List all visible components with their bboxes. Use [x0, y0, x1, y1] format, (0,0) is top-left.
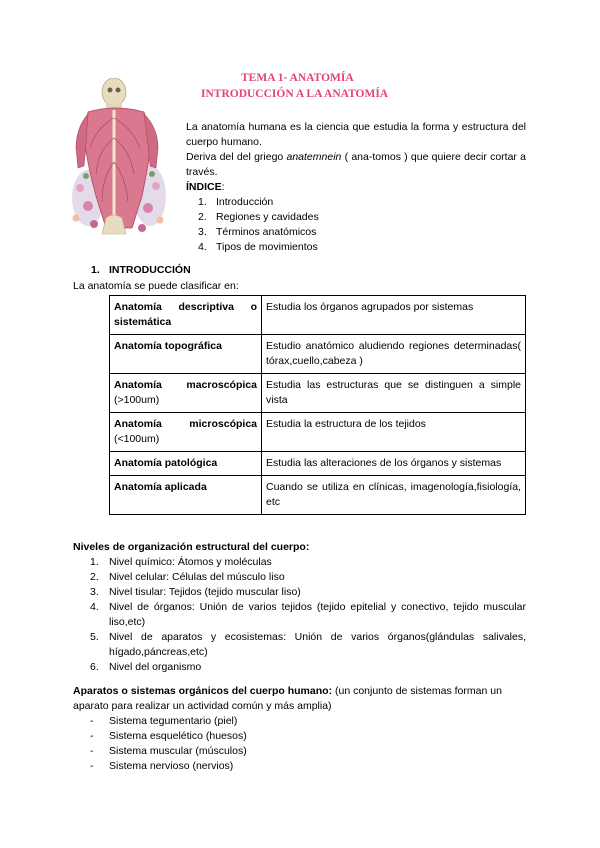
etymology-text-end: ( ana-tomos ) que quiere decir cortar a través. [186, 151, 526, 178]
systems-list [73, 714, 526, 774]
table-cell-desc: Estudia las estructuras que se distinguen a simple vista [262, 374, 526, 413]
anatomy-type: Anatomía macroscópica [114, 379, 257, 391]
classification-table [109, 295, 526, 515]
document-title: TEMA 1- ANATOMÍA [241, 72, 354, 84]
table-row [110, 374, 526, 413]
list-item [73, 714, 526, 729]
document-subtitle: INTRODUCCIÓN A LA ANATOMÍA [201, 88, 389, 100]
index-label: ÍNDICE [186, 181, 222, 193]
index-list [186, 195, 526, 255]
table-cell-desc: Cuando se utiliza en clínicas, imagenología,fisiología, etc [262, 476, 526, 515]
list-item [73, 660, 526, 675]
index-item [186, 210, 526, 225]
levels-list [73, 555, 526, 675]
anatomy-size-note: (<100um) [114, 433, 160, 445]
index-label-text: Términos anatómicos [216, 226, 317, 238]
list-number: 4. [90, 601, 99, 613]
systems-heading: Aparatos o sistemas orgánicos del cuerpo humano: [73, 685, 333, 697]
intro-etymology [186, 150, 526, 180]
index-number: 3. [198, 226, 207, 238]
anatomy-type: Anatomía patológica [114, 457, 218, 469]
table-row [110, 452, 526, 476]
list-item [73, 729, 526, 744]
index-item [186, 225, 526, 240]
intro-block [186, 120, 526, 255]
list-item [73, 744, 526, 759]
table-cell-name [110, 413, 262, 452]
index-label-text: Introducción [216, 196, 274, 208]
anatomy-type: Anatomía microscópica [114, 418, 257, 430]
table-row [110, 296, 526, 335]
list-text: Sistema esquelético (huesos) [109, 730, 247, 742]
list-number: 1. [90, 556, 99, 568]
table-cell-desc: Estudio anatómico aludiendo regiones determinadas( tórax,cuello,cabeza ) [262, 335, 526, 374]
index-colon: : [221, 181, 225, 193]
table-cell-name [110, 452, 262, 476]
section-intro: La anatomía se puede clasificar en: [73, 280, 239, 292]
list-text: Nivel de órganos: Unión de varios tejidos (tejido epitelial y conectivo, tejido muscular liso,etc) [109, 601, 526, 628]
anatomy-size-note: (>100um) [114, 394, 160, 406]
list-number: 3. [90, 586, 99, 598]
list-number: 6. [90, 661, 99, 673]
etymology-term: anatemnein [286, 151, 342, 163]
table-cell-desc: Estudia las alteraciones de los órganos y sistemas [262, 452, 526, 476]
table-cell-desc: Estudia la estructura de los tejidos [262, 413, 526, 452]
list-number: 2. [90, 571, 99, 583]
table-cell-name [110, 296, 262, 335]
list-text: Nivel químico: Átomos y moléculas [109, 556, 272, 568]
systems-intro [73, 684, 526, 714]
list-text: Nivel del organismo [109, 661, 202, 673]
list-item [73, 600, 526, 630]
table-cell-name [110, 476, 262, 515]
section-heading [91, 264, 191, 276]
levels-heading: Niveles de organización estructural del cuerpo: [73, 541, 310, 553]
list-item [73, 555, 526, 570]
index-label-text: Regiones y cavidades [216, 211, 319, 223]
section-title: INTRODUCCIÓN [109, 264, 191, 276]
list-item [73, 759, 526, 774]
anatomy-type: Anatomía aplicada [114, 481, 207, 493]
table-row [110, 335, 526, 374]
list-dash: - [90, 730, 94, 742]
list-item [73, 630, 526, 660]
index-number: 1. [198, 196, 207, 208]
list-item [73, 570, 526, 585]
systems-section [73, 684, 526, 774]
index-number: 4. [198, 241, 207, 253]
list-number: 5. [90, 631, 99, 643]
index-item [186, 240, 526, 255]
index-number: 2. [198, 211, 207, 223]
table-cell-desc: Estudia los órganos agrupados por sistemas [262, 296, 526, 335]
list-text: Nivel de aparatos y ecosistemas: Unión de varios órganos(glándulas salivales, hígado,páncreas,etc) [109, 631, 526, 658]
table-cell-name [110, 335, 262, 374]
list-item [73, 585, 526, 600]
list-dash: - [90, 760, 94, 772]
list-dash: - [90, 745, 94, 757]
index-heading [186, 180, 526, 195]
anatomy-type: Anatomía topográfica [114, 340, 222, 352]
list-dash: - [90, 715, 94, 727]
list-text: Sistema muscular (músculos) [109, 745, 247, 757]
table-row [110, 413, 526, 452]
list-text: Sistema nervioso (nervios) [109, 760, 234, 772]
table-cell-name [110, 374, 262, 413]
anatomy-illustration [66, 78, 170, 238]
etymology-text: Deriva del del griego [186, 151, 287, 163]
index-label-text: Tipos de movimientos [216, 241, 318, 253]
list-text: Nivel tisular: Tejidos (tejido muscular liso) [109, 586, 301, 598]
section-number: 1. [91, 264, 100, 276]
systems-heading-rest: (un conjunto de sistemas forman un aparato para realizar un actividad común y más amplia) [73, 685, 502, 712]
levels-section [73, 540, 526, 675]
index-item [186, 195, 526, 210]
anatomy-type: Anatomía descriptiva o sistemática [114, 301, 257, 328]
list-text: Sistema tegumentario (piel) [109, 715, 238, 727]
list-text: Nivel celular: Células del músculo liso [109, 571, 285, 583]
table-row [110, 476, 526, 515]
intro-definition: La anatomía humana es la ciencia que estudia la forma y estructura del cuerpo humano. [186, 121, 526, 148]
